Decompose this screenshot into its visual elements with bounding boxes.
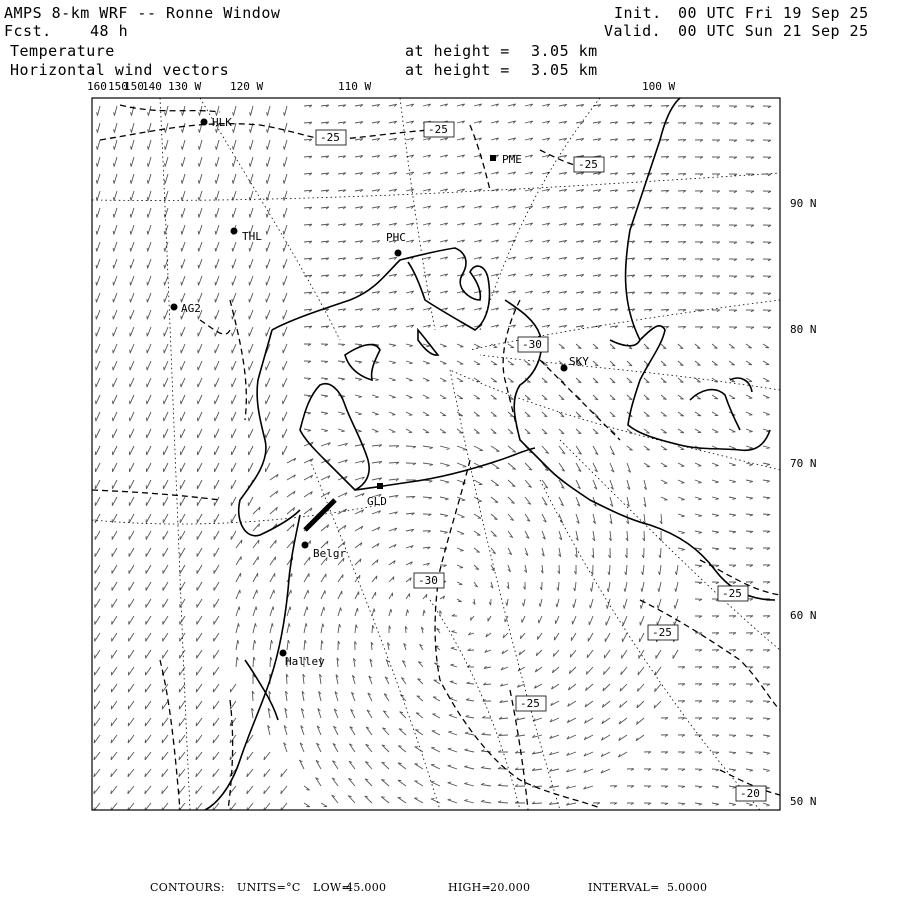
contour-label: [648, 625, 678, 640]
valid-time: 00 UTC Sun 21 Sep 25: [678, 22, 869, 40]
svg-text:-25: -25: [520, 697, 540, 710]
svg-text:GLD: GLD: [367, 495, 387, 508]
valid-label: Valid.: [604, 22, 662, 40]
footer-units: UNITS=°C: [237, 881, 301, 894]
footer-interval-value: 5.0000: [667, 881, 708, 894]
wind-vector-arrows: [94, 104, 771, 811]
svg-text:-25: -25: [320, 131, 340, 144]
station-pme: [490, 153, 522, 166]
station-sky: [561, 355, 590, 372]
contour-label: [424, 122, 454, 137]
contour-label: [718, 586, 748, 601]
svg-text:SKY: SKY: [569, 355, 589, 368]
lat-label-70n: 70 N: [790, 457, 817, 470]
station-halley: [280, 650, 326, 669]
svg-text:-30: -30: [522, 338, 542, 351]
footer-high-value: -20.000: [486, 881, 531, 894]
init-label: Init.: [614, 4, 662, 22]
height-value-1: 3.05 km: [531, 42, 598, 60]
svg-text:Belgr: Belgr: [313, 547, 347, 560]
svg-text:THL: THL: [242, 230, 262, 243]
contour-label: [736, 786, 766, 801]
station-belgr: [302, 542, 347, 561]
contour-label: [516, 696, 546, 711]
lat-label-80n: 80 N: [790, 323, 817, 336]
field-temperature: Temperature: [10, 42, 115, 60]
station-hlk: [201, 116, 233, 129]
wind-vector-field: [94, 104, 771, 811]
model-title: AMPS 8-km WRF -- Ronne Window: [4, 4, 281, 22]
svg-text:-25: -25: [652, 626, 672, 639]
station-ag2: [171, 302, 201, 315]
footer-low-label: LOW=: [313, 881, 352, 894]
svg-text:Halley: Halley: [285, 655, 325, 668]
footer-contours-label: CONTOURS:: [150, 881, 225, 894]
coastline-outlines: [205, 98, 775, 810]
lon-label-140: 140: [142, 80, 162, 93]
lat-label-60n: 60 N: [790, 609, 817, 622]
contour-label: [574, 157, 604, 172]
svg-text:-25: -25: [578, 158, 598, 171]
svg-text:PME: PME: [502, 153, 522, 166]
svg-text:-20: -20: [740, 787, 760, 800]
longitude-axis-labels: [87, 80, 675, 93]
init-time: 00 UTC Fri 19 Sep 25: [678, 4, 869, 22]
footer-low-value: -45.000: [342, 881, 387, 894]
fcst-value: 48 h: [90, 22, 129, 40]
graticule: [92, 98, 780, 810]
height-value-2: 3.05 km: [531, 61, 598, 79]
lon-label-130w: 130 W: [168, 80, 202, 93]
lat-label-50n: 50 N: [790, 795, 817, 808]
contour-label: [414, 573, 444, 588]
footer-high-label: HIGH=: [448, 881, 492, 894]
lon-label-100w: 100 W: [642, 80, 676, 93]
height-prefix-2: at height =: [405, 61, 510, 79]
contour-label: [316, 130, 346, 145]
svg-text:-30: -30: [418, 574, 438, 587]
fcst-label: Fcst.: [4, 22, 52, 40]
station-phc: [386, 231, 406, 257]
svg-text:HLK: HLK: [212, 116, 232, 129]
lon-label-160: 160: [87, 80, 107, 93]
ice-ridge: [305, 500, 335, 530]
lat-label-90n: 90 N: [790, 197, 817, 210]
svg-text:PHC: PHC: [386, 231, 406, 244]
contour-label: [518, 337, 548, 352]
station-thl: [231, 228, 263, 244]
latitude-axis-labels: [790, 197, 817, 808]
footer-interval-label: INTERVAL=: [588, 881, 660, 894]
field-wind-vectors: Horizontal wind vectors: [10, 61, 230, 79]
lon-label-110w: 110 W: [338, 80, 372, 93]
lon-label-150b: 150: [124, 80, 144, 93]
temperature-contours: [92, 105, 780, 810]
lon-label-150a: 150: [108, 80, 128, 93]
plot-frame: [92, 98, 780, 810]
svg-text:-25: -25: [722, 587, 742, 600]
svg-text:AG2: AG2: [181, 302, 201, 315]
svg-text:-25: -25: [428, 123, 448, 136]
lon-label-120w: 120 W: [230, 80, 264, 93]
height-prefix-1: at height =: [405, 42, 510, 60]
